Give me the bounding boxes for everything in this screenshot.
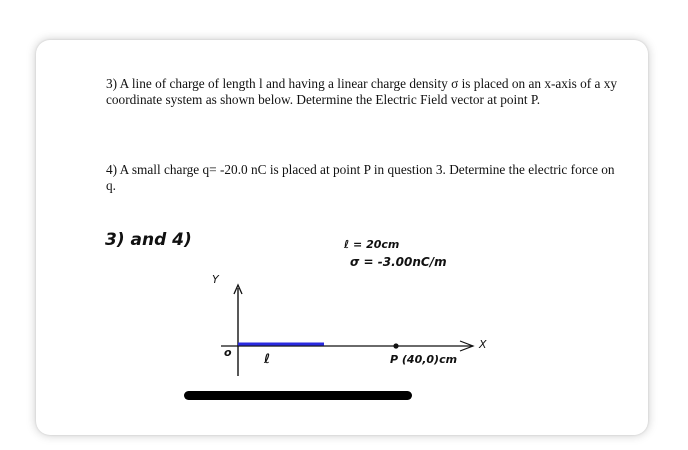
point-p-label: P (40,0)cm bbox=[390, 353, 458, 366]
problem-card bbox=[36, 40, 648, 435]
question-3-text: 3) A line of charge of length l and having a linear charge density σ is placed on an x-axis of a xy coordinate system as shown below. Determine the Electric Field vector at point P. bbox=[106, 76, 618, 107]
x-axis-label: X bbox=[479, 338, 487, 351]
sketch-heading: 3) and 4) bbox=[105, 230, 192, 250]
origin-label: o bbox=[224, 346, 232, 359]
segment-length-label: ℓ bbox=[264, 352, 271, 367]
y-axis-label: Y bbox=[212, 273, 219, 286]
charge-diagram bbox=[36, 40, 648, 435]
point-p-dot bbox=[393, 343, 398, 348]
charge-density-note: σ = -3.00nC/m bbox=[350, 255, 447, 269]
question-4-text: 4) A small charge q= -20.0 nC is placed at point P in question 3. Determine the electric force on q. bbox=[106, 162, 615, 193]
length-note: ℓ = 20cm bbox=[344, 238, 400, 251]
home-indicator-bar[interactable] bbox=[184, 391, 412, 400]
